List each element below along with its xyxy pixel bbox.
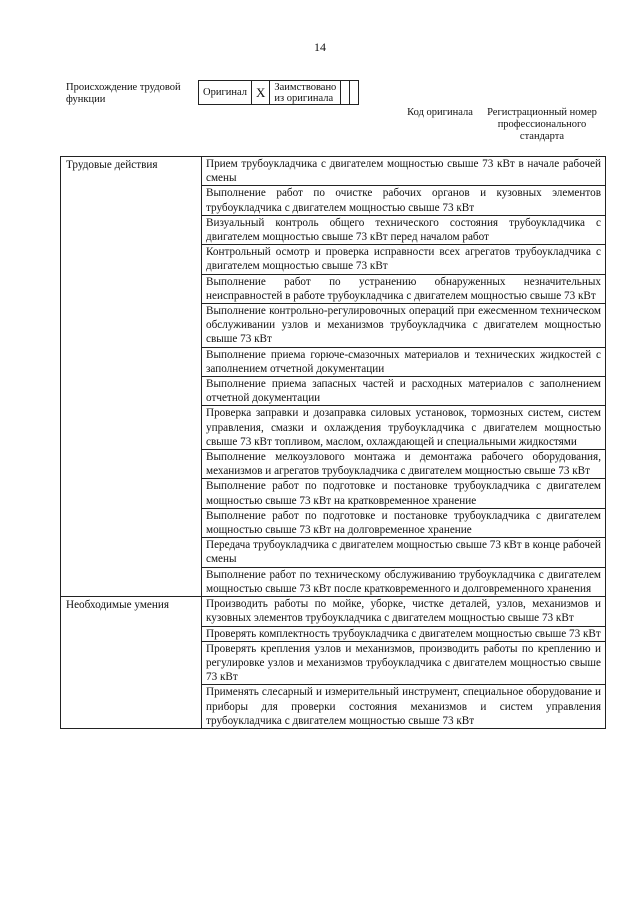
section-item: Передача трубоукладчика с двигателем мощностью свыше 73 кВт в конце рабочей смены bbox=[202, 538, 606, 567]
section-item: Выполнение работ по устранению обнаруженных незначительных неисправностей в работе трубоукладчика с двигателем мощностью свыше 73 кВт bbox=[202, 274, 606, 303]
section-item: Выполнение приема запасных частей и расходных материалов с заполнением отчетной документации bbox=[202, 377, 606, 406]
page-number: 14 bbox=[314, 40, 326, 54]
borrowed-label: Заимствовано из оригинала bbox=[270, 81, 341, 105]
section-item: Выполнение работ по подготовке и постановке трубоукладчика с двигателем мощностью свыше 73 кВт на кратковременное хранение bbox=[202, 479, 606, 508]
origin-table bbox=[198, 80, 359, 105]
registration-number-cell bbox=[350, 81, 359, 105]
original-code-cell bbox=[341, 81, 350, 105]
section-item: Визуальный контроль общего технического состояния трубоукладчика с двигателем мощностью свыше 73 кВт перед началом работ bbox=[202, 215, 606, 244]
section-item: Контрольный осмотр и проверка исправности всех агрегатов трубоукладчика с двигателем мощностью свыше 73 кВт bbox=[202, 245, 606, 274]
section-item: Применять слесарный и измерительный инструмент, специальное оборудование и приборы для проверки состояния механизмов и систем управления трубоукладчика с двигателем мощностью свыше 73 кВт bbox=[202, 685, 606, 729]
section-item: Прием трубоукладчика с двигателем мощностью свыше 73 кВт в начале рабочей смены bbox=[202, 157, 606, 186]
original-label: Оригинал bbox=[199, 81, 252, 105]
section-item: Выполнение мелкоузлового монтажа и демонтажа рабочего оборудования, механизмов и агрегатов трубоукладчика с двигателем мощностью свыше 73 кВт bbox=[202, 450, 606, 479]
section-item: Выполнение работ по техническому обслуживанию трубоукладчика с двигателем мощностью свыше 73 кВт после кратковременного и долговременного хранения bbox=[202, 567, 606, 596]
section-item: Выполнение работ по очистке рабочих органов и кузовных элементов трубоукладчика с двигателем мощностью свыше 73 кВт bbox=[202, 186, 606, 215]
original-mark: X bbox=[252, 81, 270, 105]
code-caption: Код оригинала bbox=[407, 107, 473, 118]
registration-caption: Регистрационный номер профессионального стандарта bbox=[487, 107, 597, 142]
table-row bbox=[61, 157, 606, 186]
section-item: Проверка заправки и дозаправка силовых установок, тормозных систем, систем управления, смазки и охлаждения трубоукладчика с двигателем мощностью свыше 73 кВт топливом, маслом, охлаждающей и специальными жидкостями bbox=[202, 406, 606, 450]
section-item: Проверять крепления узлов и механизмов, производить работы по креплению и регулировке узлов и механизмов трубоукладчика с двигателем мощностью свыше 73 кВт bbox=[202, 641, 606, 685]
section-item: Выполнение работ по подготовке и постановке трубоукладчика с двигателем мощностью свыше 73 кВт на долговременное хранение bbox=[202, 508, 606, 537]
section-title: Трудовые действия bbox=[61, 157, 202, 597]
origin-label: Происхождение трудовой функции bbox=[66, 82, 181, 105]
section-title: Необходимые умения bbox=[61, 597, 202, 729]
function-table bbox=[60, 156, 606, 729]
section-item: Проверять комплектность трубоукладчика с двигателем мощностью свыше 73 кВт bbox=[202, 626, 606, 641]
section-item: Выполнение приема горюче-смазочных материалов и технических жидкостей с заполнением отчетной документации bbox=[202, 347, 606, 376]
table-row bbox=[61, 597, 606, 626]
section-item: Выполнение контрольно-регулировочных операций при ежесменном техническом обслуживании узлов и механизмов трубоукладчика с двигателем мощностью свыше 73 кВт bbox=[202, 304, 606, 348]
section-item: Производить работы по мойке, уборке, чистке деталей, узлов, механизмов и кузовных элементов трубоукладчика с двигателем мощностью свыше 73 кВт bbox=[202, 597, 606, 626]
